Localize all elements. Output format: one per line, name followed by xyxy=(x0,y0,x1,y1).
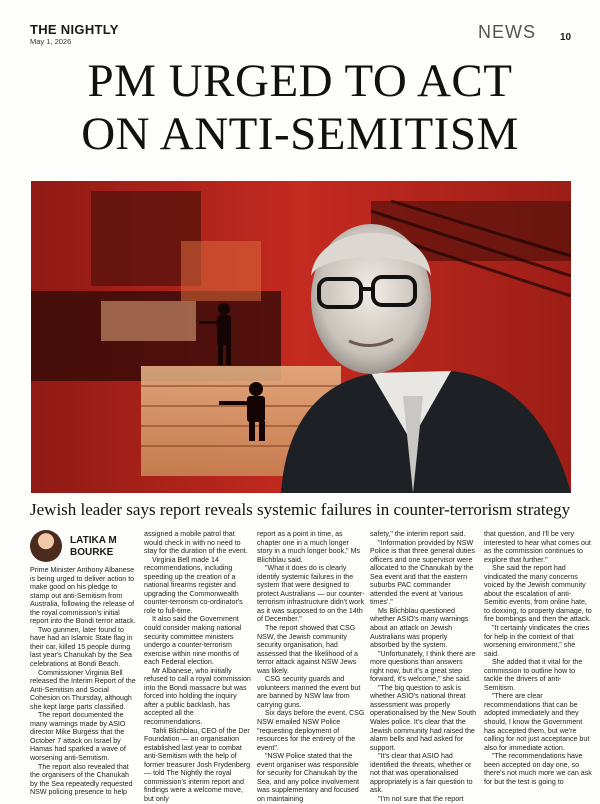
paragraph: "NSW Police stated that the event organiser was responsible for security for Chanukah by the Sea, and any police involvement was supplementary and focused on maintaining xyxy=(257,752,360,803)
article-column-5 xyxy=(484,530,592,786)
paragraph: It also said the Government could consider making national security committee ministers undergo a counter-terrorism exercise within nine months of each Federal election. xyxy=(144,615,242,667)
headline-line-2: ON ANTI-SEMITISM xyxy=(81,108,519,160)
paragraph: "I'm not sure that the report xyxy=(378,794,464,803)
author-byline xyxy=(70,535,136,559)
author-first-name: LATIKA M xyxy=(70,535,117,546)
subheadline: Jewish leader says report reveals systemic failures in counter-terrorism strategy xyxy=(30,500,571,519)
paragraph: "The recommendations have been accepted on day one, so there's not much more we can ask for but the test is going to xyxy=(484,752,592,786)
paragraph: Ms Blichblau questioned whether ASIO's many warnings about an attack on Jewish Australians was properly absorbed by the system. xyxy=(370,606,469,650)
paragraph: assigned a mobile patrol that would check in with no need to stay for the duration of the event. xyxy=(144,530,248,556)
paragraph: report as a point in time, as chapter one in a much longer story in a much longer book," Ms Blichblau said. xyxy=(257,530,361,564)
article-column-3 xyxy=(257,530,365,804)
paragraph: "Unfortunately, I think there are more questions than answers right now, but it's a great step forward, it's welcome," she said. xyxy=(370,649,476,684)
paragraph: "It certainly vindicates the cries for help in the context of that worsening environment," she said. xyxy=(484,624,590,658)
headline xyxy=(26,55,574,161)
paragraph: Virginia Bell made 14 recommendations, including speeding up the creation of a national firearms register and upgrading the Commonwealth counter-terrorism co-ordinator's role to full-time. xyxy=(144,555,243,615)
paragraph: "It's clear that ASIO had identified the threats, whether or not that was operationalised appropriately is a fair question to ask. xyxy=(370,752,473,795)
lead-photo xyxy=(31,181,571,493)
section-label: NEWS xyxy=(478,22,536,42)
article-column-1 xyxy=(30,566,138,797)
paragraph: Six days before the event, CSG NSW emailed NSW Police "requesting deployment of resources for the entirety of the event". xyxy=(257,709,365,752)
paragraph: that question, and I'll be very interested to hear what comes out as the commission continues to explore that further." xyxy=(484,530,591,564)
paragraph: Mr Albanese, who initially refused to call a royal commission into the Bondi massacre but was forced into holding the inquiry after a public backlash, has accepted all the recommendations. xyxy=(144,666,251,727)
paragraph: "There are clear recommendations that can be adopted immediately and they should, I know the Government has accepted them, but we're calling for not just acceptance but also for immediate action. xyxy=(484,692,590,752)
lead-photo-illustration xyxy=(31,181,571,493)
paragraph: "The big question to ask is whether ASIO's national threat assessment was properly operationalised by the New South Wales police. It's clear that the Jewish community had raised the alarm bells and had asked for support. xyxy=(370,683,477,752)
author-avatar xyxy=(30,530,62,562)
paragraph: "What it does do is clearly identify systemic failures in the system that were designed to protect Australians — our counter-terrorism infrastructure didn't work as it was supposed to on the 14th of December." xyxy=(257,564,365,624)
paragraph: The report documented the many warnings made by ASIO director Mike Burgess that the October 7 attack on Israel by Hamas had sparked a wave of worsening anti-Semitism. xyxy=(30,711,126,763)
masthead-title: THE NIGHTLY xyxy=(30,22,119,37)
article-column-4 xyxy=(370,530,478,804)
article-column-2 xyxy=(144,530,252,804)
page-number: 10 xyxy=(560,32,572,43)
paragraph: Prime Minister Anthony Albanese is being urged to deliver action to make good on his pledge to stamp out anti-Semitism from Australia, following the release of the royal commission's initial report into the Bondi terror attack. xyxy=(30,566,136,626)
paragraph: The report showed that CSG NSW, the Jewish community security organisation, had assessed that the likelihood of a terror attack against NSW Jews was likely. xyxy=(257,624,358,675)
issue-date: May 1, 2026 xyxy=(30,37,72,46)
paragraph: safety," the interim report said. xyxy=(370,530,466,538)
paragraph: She said the report had vindicated the many concerns voiced by the Jewish community about the escalation of anti-Semitic events, from online hate, to doxxing, to property damage, to fire bombings and then the attack. xyxy=(484,564,592,624)
paragraph: Two gunmen, later found to have had an Islamic State flag in their car, killed 15 people during last year's Chanukah by the Sea celebrations at Bondi Beach. xyxy=(30,625,133,669)
paragraph: Tahli Blichblau, CEO of the Der Foundation — an organisation established last year to combat anti-Semitism with the help of former treasurer Josh Frydenberg — told The Nightly the royal commission's interim report and findings were a welcome move, but only xyxy=(144,726,251,803)
paragraph: She added that it vital for the commission to outline how to tackle the drivers of anti-Semitism. xyxy=(484,658,583,692)
headline-line-1: PM URGED TO ACT xyxy=(87,55,513,107)
paragraph: "Information provided by NSW Police is that three general duties officers and one supervisor were allocated to the Chanukah by the Sea event and that the eastern suburbs PAC commander attended the event at 'various times'." xyxy=(370,538,475,607)
author-last-name: BOURKE xyxy=(70,547,114,558)
paragraph: Commissioner Virginia Bell released the Interim Report of the Anti-Semitism and Social Cohesion on Thursday, although she kept large parts classified. xyxy=(30,668,136,711)
paragraph: CSG security guards and volunteers manned the event but are banned by NSW law from carrying guns. xyxy=(257,675,361,709)
paragraph: The report also revealed that the organisers of the Chanukah by the Sea repeatedly requested NSW policing presence to help xyxy=(30,762,133,797)
